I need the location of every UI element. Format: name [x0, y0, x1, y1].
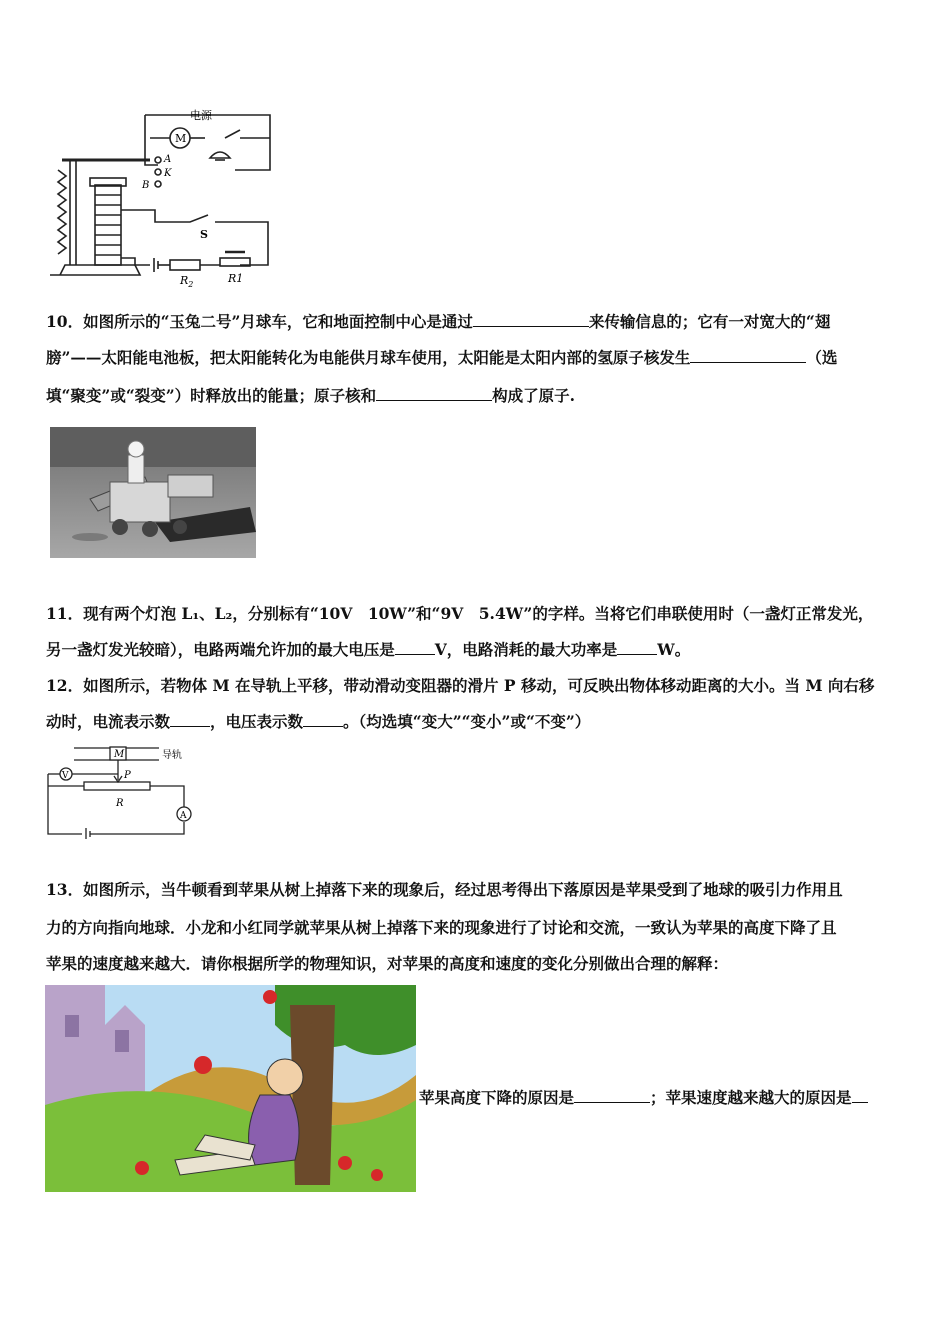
- q10-line-3: 填“聚变”或“裂变”）时释放出的能量；原子核和 构成了原子.: [46, 386, 576, 405]
- q11-blank-voltage[interactable]: [395, 640, 435, 655]
- slider-p-label: P: [124, 770, 131, 781]
- q12-blank-current[interactable]: [170, 712, 210, 727]
- q13-line-1: 13．如图所示，当牛顿看到苹果从树上掉落下来的现象后，经过思考得出下落原因是苹果受到了地球的吸引力作用且: [46, 880, 843, 899]
- switch-label: S: [200, 228, 208, 241]
- voltmeter-label: V: [62, 771, 69, 781]
- lunar-rover-photo: [50, 427, 256, 558]
- q11-line-1: 11．现有两个灯泡 L₁、L₂，分别标有“10V 10W”和“9V 5.4W”的字样。当将它们串联使用时（一盏灯正常发光，: [46, 604, 874, 623]
- r2-label: $R_2$: [180, 274, 194, 289]
- relay-circuit-figure: [40, 100, 280, 290]
- q12-blank-voltage[interactable]: [303, 712, 343, 727]
- slide-rheostat-circuit-figure: [44, 744, 204, 839]
- q10-blank-2[interactable]: [690, 348, 806, 363]
- rail-label: 导轨: [162, 750, 182, 761]
- power-label: 电源: [190, 109, 212, 122]
- q10-line-2: 膀”——太阳能电池板，把太阳能转化为电能供月球车使用，太阳能是太阳内部的氢原子核发生 （选: [46, 348, 838, 367]
- newton-apple-illustration: [45, 985, 416, 1192]
- resistor-r-label: R: [116, 798, 124, 809]
- q11-line-2: 另一盏灯发光较暗），电路两端允许加的最大电压是 V，电路消耗的最大功率是 W。: [46, 640, 691, 659]
- q13-number: 13．: [46, 880, 84, 899]
- q13-blank-height[interactable]: [574, 1088, 650, 1103]
- q10-number: 10．: [46, 312, 84, 331]
- q12-line-1: 12．如图所示，若物体 M 在导轨上平移，带动滑动变阻器的滑片 P 移动，可反映出物体移动距离的大小。当 M 向右移: [46, 676, 875, 695]
- object-m-label: M: [114, 749, 125, 760]
- motor-label: M: [175, 132, 187, 145]
- q10-line-1: 10．如图所示的“玉兔二号”月球车，它和地面控制中心是通过 来传输信息的；它有一对宽大的“翅: [46, 312, 831, 331]
- q12-line-2: 动时，电流表示数 ，电压表示数 。（均选填“变大”“变小”或“不变”）: [46, 712, 591, 731]
- q13-answer-line: 苹果高度下降的原因是 ；苹果速度越来越大的原因是: [419, 1088, 868, 1108]
- q11-blank-power[interactable]: [617, 640, 657, 655]
- q10-blank-3[interactable]: [376, 386, 492, 401]
- contact-b-label: B: [142, 180, 150, 191]
- r1-label: R1: [228, 272, 244, 285]
- q13-line-3: 苹果的速度越来越大．请你根据所学的物理知识，对苹果的高度和速度的变化分别做出合理的解释：: [46, 954, 729, 973]
- q13-blank-speed[interactable]: [852, 1088, 868, 1103]
- contact-k-label: K: [164, 168, 172, 179]
- contact-a-label: A: [164, 154, 172, 165]
- q11-number: 11．: [46, 604, 84, 623]
- q13-line-2: 力的方向指向地球．小龙和小红同学就苹果从树上掉落下来的现象进行了讨论和交流，一致认为苹果的高度下降了且: [46, 918, 837, 937]
- q10-blank-1[interactable]: [473, 312, 589, 327]
- ammeter-label: A: [180, 811, 187, 821]
- q12-number: 12．: [46, 676, 84, 695]
